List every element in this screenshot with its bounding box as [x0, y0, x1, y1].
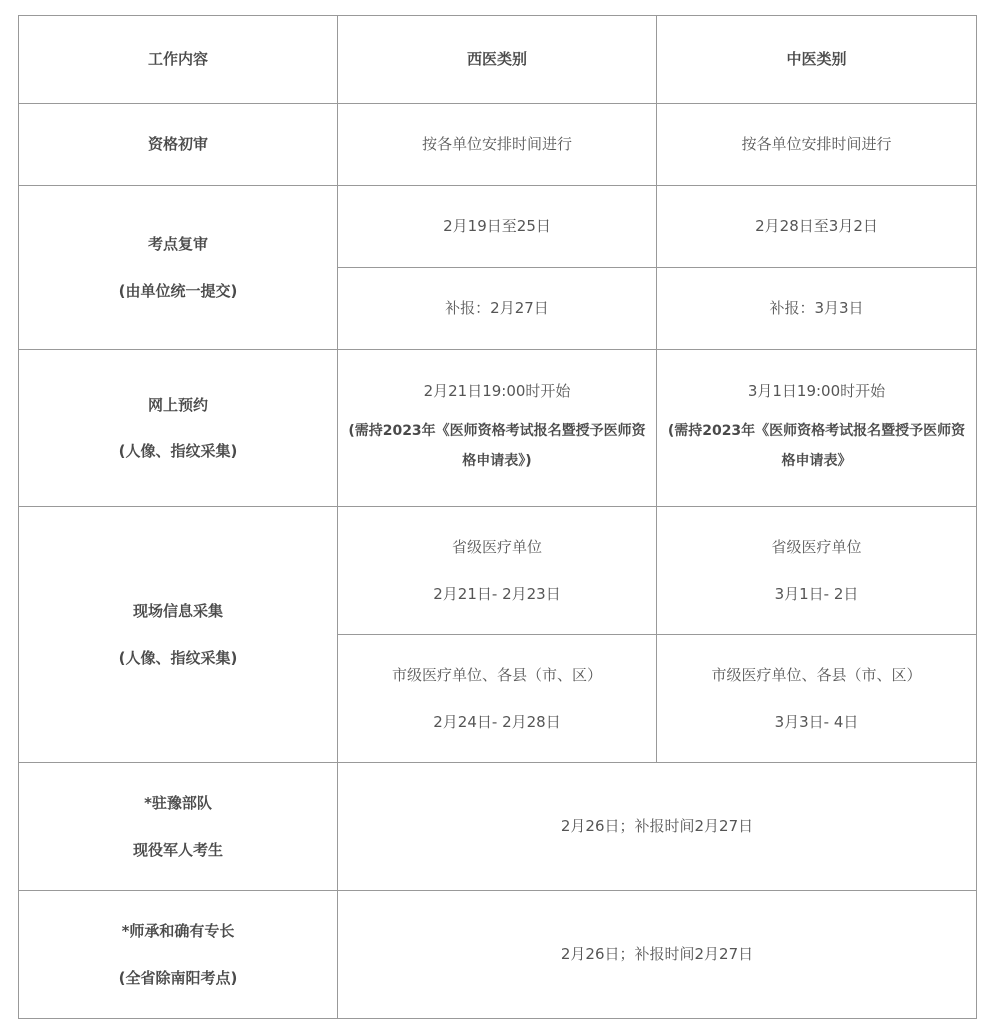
- table-row: [19, 763, 977, 891]
- cell-western: 按各单位安排时间进行: [338, 104, 657, 186]
- header-tcm: 中医类别: [657, 16, 977, 104]
- cell-tcm: 补报：3月3日: [657, 268, 977, 350]
- cell-western: 2月19日至25日: [338, 186, 657, 268]
- row-label: 现场信息采集 (人像、指纹采集): [19, 507, 338, 763]
- cell-western: 2月21日19:00时开始 (需持2023年《医师资格考试报名暨授予医师资格申请表》): [338, 350, 657, 507]
- cell-tcm: 按各单位安排时间进行: [657, 104, 977, 186]
- header-western-medicine: 西医类别: [338, 16, 657, 104]
- header-row: [19, 16, 977, 104]
- table-row: [19, 350, 977, 507]
- table-row: [19, 104, 977, 186]
- header-work-content: 工作内容: [19, 16, 338, 104]
- cell-western: 市级医疗单位、各县（市、区） 2月24日- 2月28日: [338, 635, 657, 763]
- exam-schedule-table: [18, 15, 977, 1019]
- row-label: *师承和确有专长 (全省除南阳考点): [19, 891, 338, 1019]
- cell-merged: 2月26日；补报时间2月27日: [338, 763, 977, 891]
- cell-tcm: 市级医疗单位、各县（市、区） 3月3日- 4日: [657, 635, 977, 763]
- cell-tcm: 3月1日19:00时开始 (需持2023年《医师资格考试报名暨授予医师资格申请表》: [657, 350, 977, 507]
- row-label: *驻豫部队 现役军人考生: [19, 763, 338, 891]
- cell-western: 补报：2月27日: [338, 268, 657, 350]
- cell-tcm: 省级医疗单位 3月1日- 2日: [657, 507, 977, 635]
- table-row: [19, 507, 977, 635]
- row-label: 资格初审: [19, 104, 338, 186]
- cell-merged: 2月26日；补报时间2月27日: [338, 891, 977, 1019]
- table-row: [19, 186, 977, 268]
- row-label: 考点复审 (由单位统一提交): [19, 186, 338, 350]
- table-row: [19, 891, 977, 1019]
- cell-western: 省级医疗单位 2月21日- 2月23日: [338, 507, 657, 635]
- cell-tcm: 2月28日至3月2日: [657, 186, 977, 268]
- row-label: 网上预约 (人像、指纹采集): [19, 350, 338, 507]
